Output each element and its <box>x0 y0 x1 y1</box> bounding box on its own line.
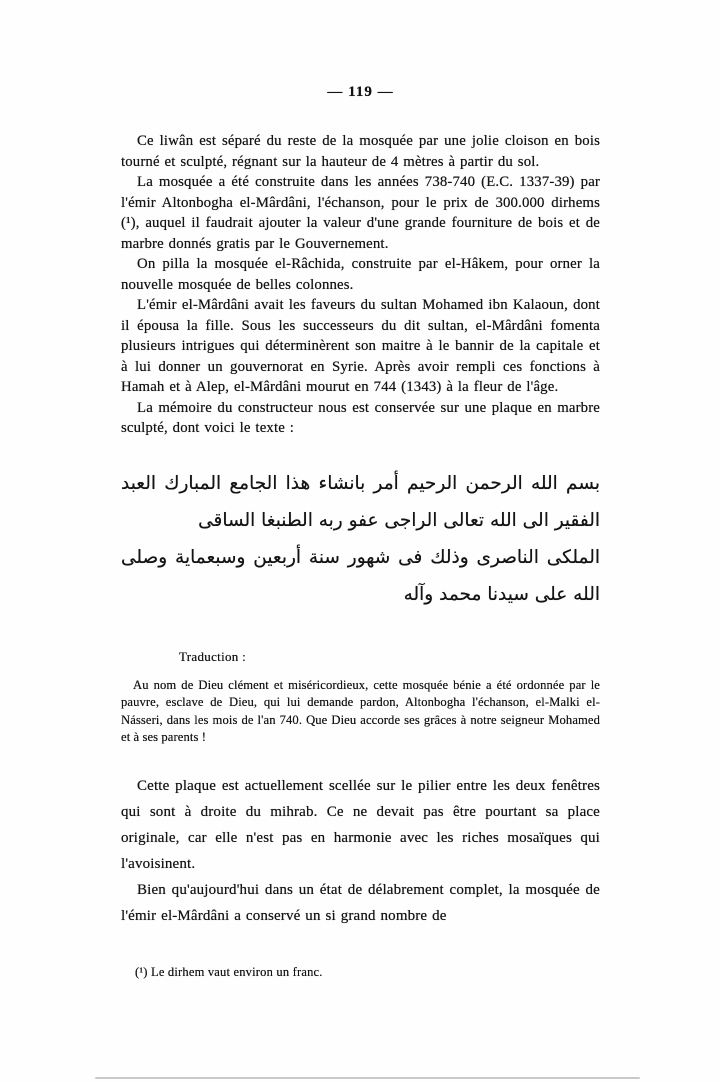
paragraph-pillage: On pilla la mosquée el-Râchida, construite par el-Hâkem, pour orner la nouvelle mosquée de belles colonnes. <box>121 256 600 293</box>
paragraph-plaque-intro: La mémoire du constructeur nous est conservée sur une plaque en marbre sculpté, dont voici le texte : <box>121 399 600 436</box>
paragraph-liwan: Ce liwân est séparé du reste de la mosquée par une jolie cloison en bois tourné et sculpté, régnant sur la hauteur de 4 mètres à partir du sol. <box>121 133 600 170</box>
body-text-upper <box>121 131 600 439</box>
paragraph-delabrement: Bien qu'aujourd'hui dans un état de délabrement complet, la mosquée de l'émir el-Mârdâni a conservé un si grand nombre de <box>121 881 600 924</box>
footnote: (¹) Le dirhem vaut environ un franc. <box>135 964 323 979</box>
paragraph-plaque-location: Cette plaque est actuellement scellée sur le pilier entre les deux fenêtres qui sont à droite du mihrab. Ce ne devait pas être pourtant sa place originale, car elle n'est pas en harmonie avec les riches mosaïques qui l'avoisinent. <box>121 777 600 872</box>
arabic-inscription-line-1: بسم الله الرحمن الرحيم أمر بانشاء هذا الجامع المبارك العبد الفقير الى الله تعالى الراجى عفو ربه الطنبغا الساقى <box>121 472 600 531</box>
page-number: — 119 — <box>327 84 394 100</box>
traduction-label: Traduction : <box>179 648 247 664</box>
traduction-text: Au nom de Dieu clément et miséricordieux, cette mosquée bénie a été ordonnée par le pauvre, esclave de Dieu, qui lui demande pardon, Altonbogha l'échanson, el-Malki el-Násseri, dans les mois de l'an 740. Que Dieu accorde ses grâces à notre seigneur Mohamed et à ses parents ! <box>121 677 600 744</box>
paragraph-construction: La mosquée a été construite dans les années 738-740 (E.C. 1337-39) par l'émir Altonbogha el-Mârdâni, l'échanson, pour le prix de 300.000 dirhems (¹), auquel il faudrait ajouter la valeur d'une grande fourniture de bois et de marbre donnés gratis par le Gouvernement. <box>121 174 600 252</box>
paragraph-emir-history: L'émir el-Mârdâni avait les faveurs du sultan Mohamed ibn Kalaoun, dont il épousa la fille. Sous les successeurs du dit sultan, el-Mârdâni fomenta plusieurs intrigues qui déterminèrent son maitre à le bannir de la capitale et à lui donner un gouvernorat en Syrie. Après avoir rempli ces fonctions à Hamah et à Alep, el-Mârdâni mourut en 744 (1343) à la fleur de l'âge. <box>121 297 600 395</box>
body-text-lower <box>121 773 600 929</box>
arabic-inscription-line-2: الملكى الناصرى وذلك فى شهور سنة أربعين وسبعماية وصلى الله على سيدنا محمد وآله <box>121 546 600 605</box>
scan-edge-artifact <box>95 1077 640 1079</box>
arabic-inscription <box>121 465 600 613</box>
